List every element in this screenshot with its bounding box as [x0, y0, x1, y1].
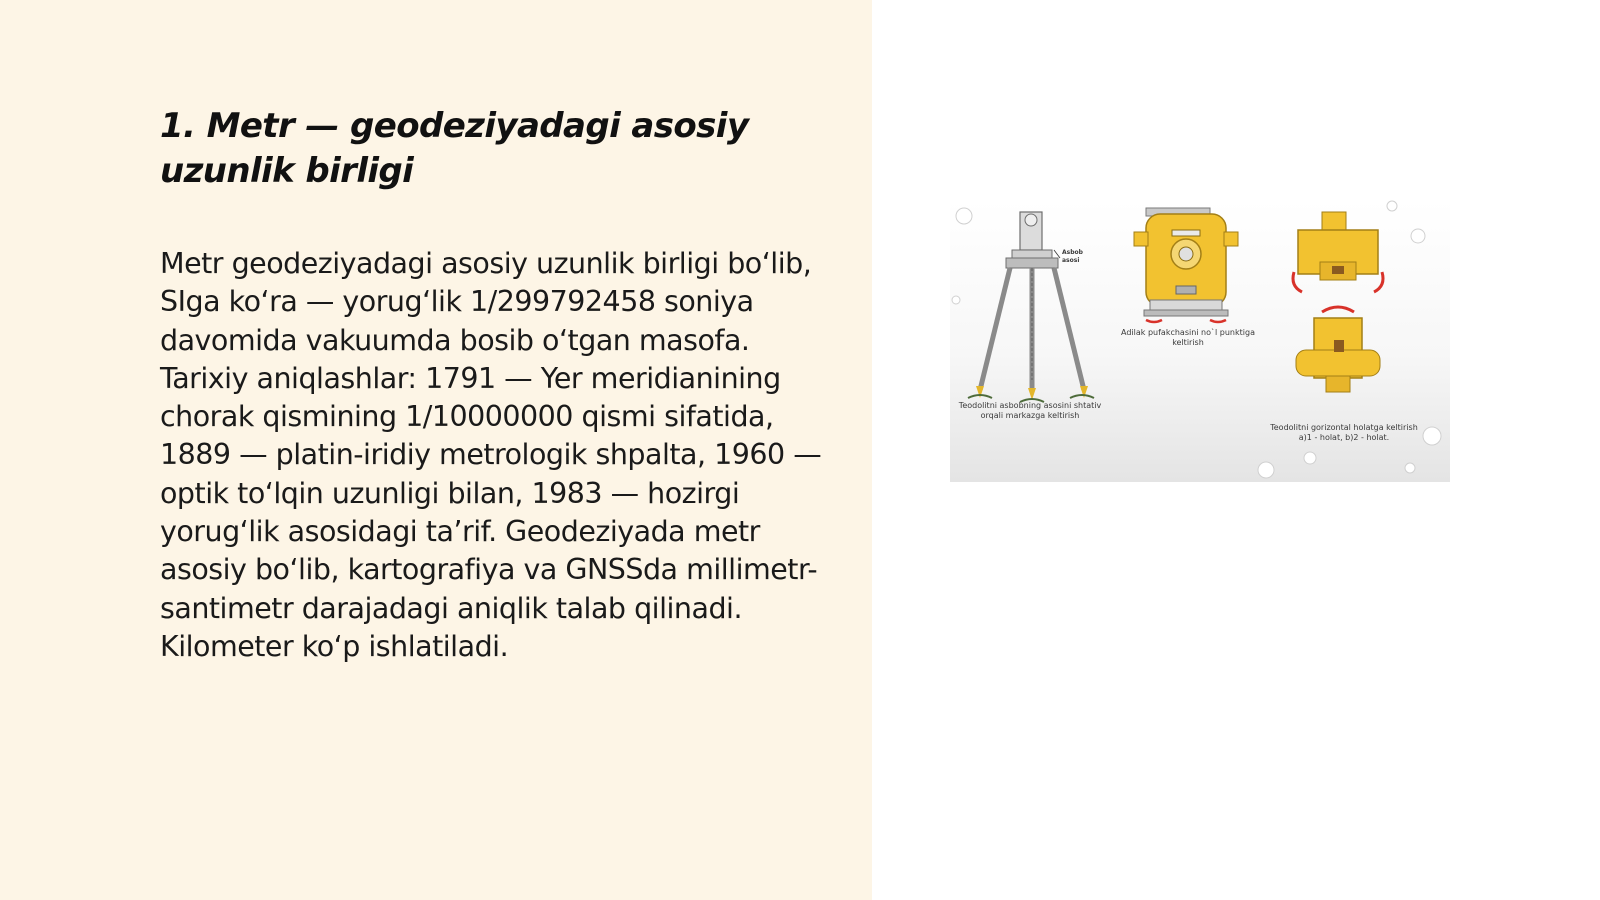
- leveling-figure: [1121, 208, 1255, 347]
- horizontal-figure: [1269, 212, 1418, 442]
- caption-tripod-1: Teodolitni asbobning asosini shtativ: [958, 401, 1102, 410]
- theodolite-illustration: [950, 200, 1450, 482]
- theodolite-svg: [950, 200, 1450, 482]
- slide-body: Metr geodeziyadagi asosiy uzunlik birligi bo‘lib, SIga ko‘ra — yorug‘lik 1/299792458 soniya davomida vakuumda bosib o‘tgan masofa. Tarixiy aniqlashlar: 1791 — Yer meridianining chorak qismining 1/10000000 qismi sifatida, 1889 — platin-iridiy metrologik shpalta, 1960 — optik to‘lqin uzunligi bilan, 1983 — hozirgi yorug‘lik asosidagi ta’rif. Geodeziyada metr asosiy bo‘lib, kartografiya va GNSSda millimetr-santimetr darajadagi aniqlik talab qilinadi. Kilometer ko‘p ishlatiladi.: [160, 247, 822, 663]
- slide-title: 1. Metr — geodeziyadagi asosiy uzunlik birligi: [160, 106, 749, 191]
- caption-level-1: Adilak pufakchasini no`l punktiga: [1121, 328, 1255, 337]
- caption-horizontal-1: Teodolitni gorizontal holatga keltirish: [1270, 423, 1418, 432]
- tripod-figure: [958, 212, 1102, 420]
- label-axis-1: Asbob: [1062, 249, 1083, 256]
- caption-tripod-2: orqali markazga keltirish: [980, 411, 1080, 420]
- caption-level-2: keltirish: [1172, 338, 1204, 347]
- label-axis-2: asosi: [1062, 257, 1080, 264]
- caption-horizontal-2: a)1 - holat, b)2 - holat.: [1298, 433, 1390, 442]
